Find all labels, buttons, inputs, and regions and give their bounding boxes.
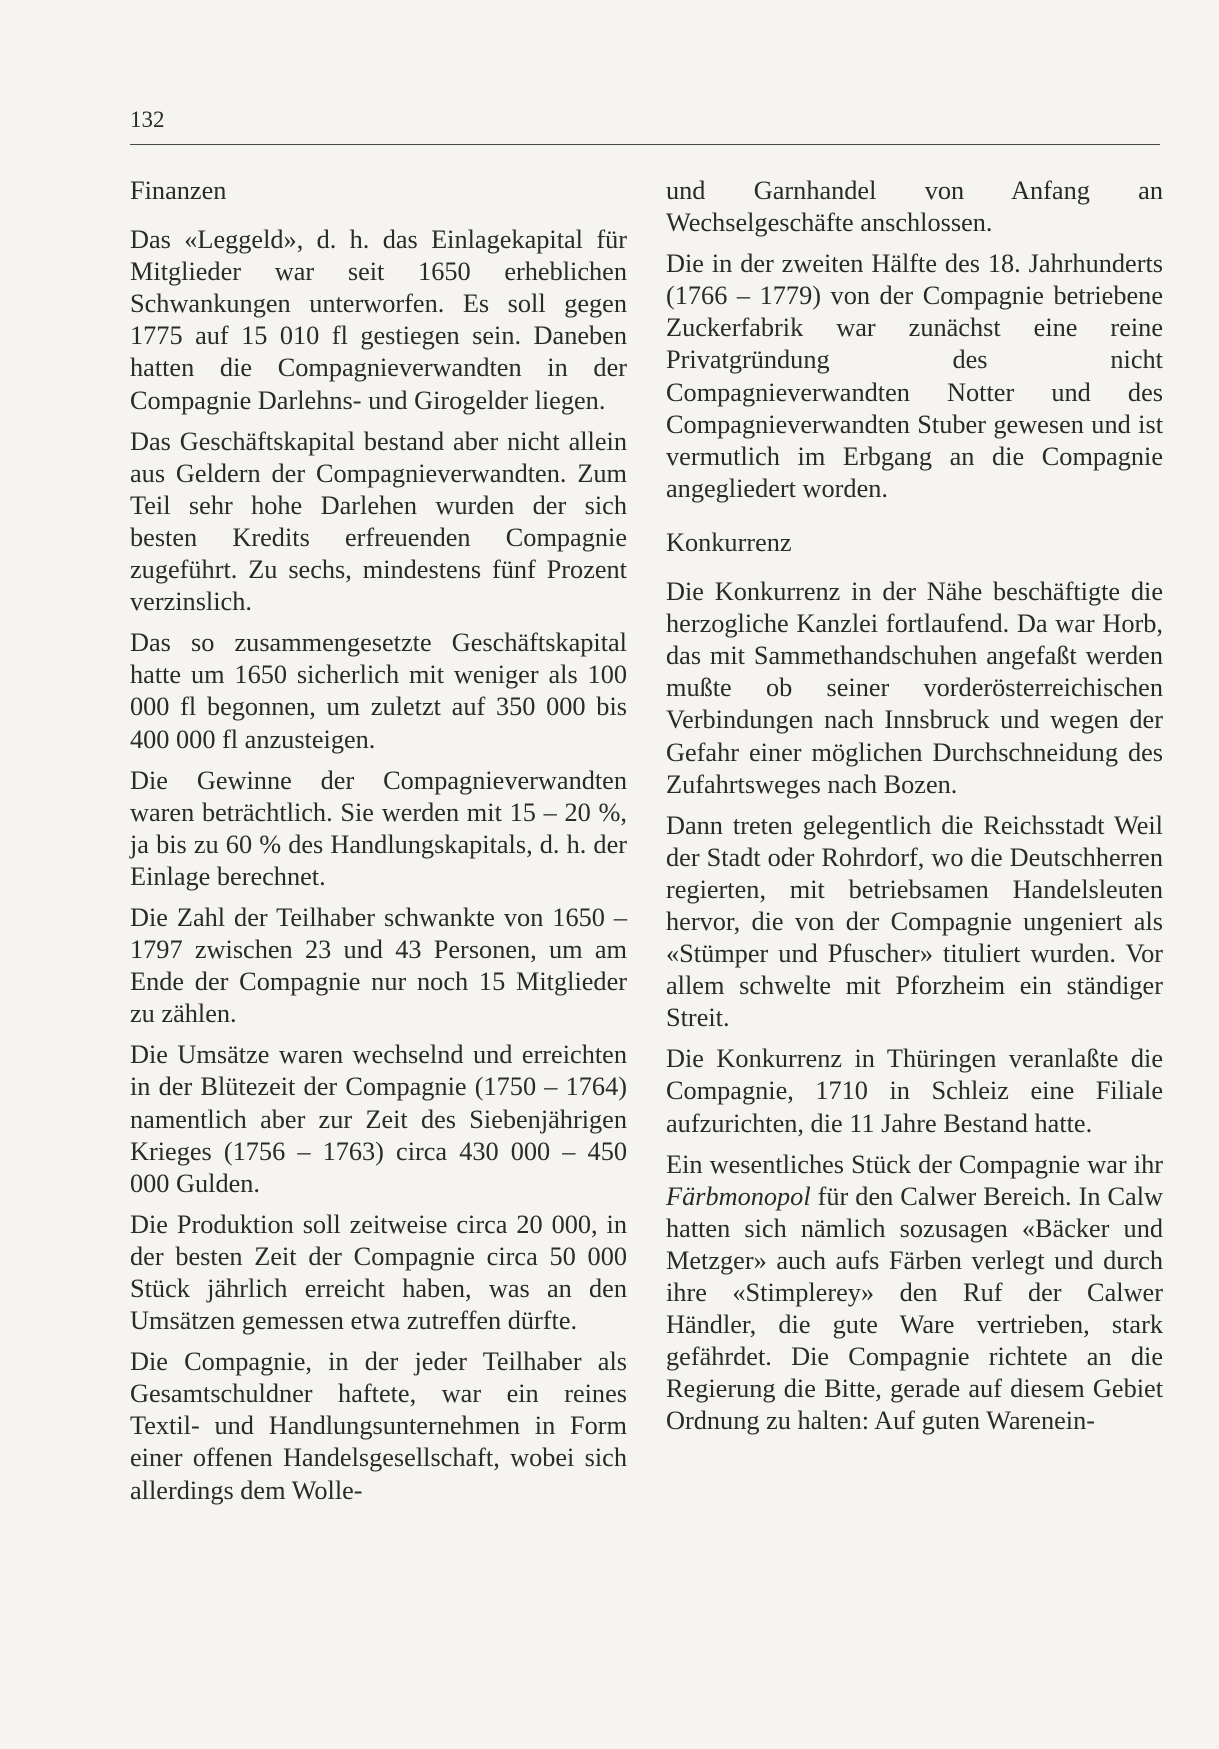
paragraph: Die in der zweiten Hälfte des 18. Jahrhunderts (1766 – 1779) von der Compagnie betriebene Zuckerfabrik war zunächst eine reine Privatgründung des nicht Compagnieverwandten Notter und des Compagnieverwandten Stuber gewesen und ist vermutlich im Erbgang an die Compagnie angegliedert worden. bbox=[666, 249, 1163, 503]
paragraph: Das so zusammengesetzte Geschäftskapital hatte um 1650 sicherlich mit weniger als 100 000 fl begonnen, um zuletzt auf 350 000 bis 400 000 fl anzusteigen. bbox=[130, 628, 627, 754]
paragraph: Dann treten gelegentlich die Reichsstadt Weil der Stadt oder Rohrdorf, wo die Deutschherren regierten, mit betriebsamen Handelsleuten hervor, die von der Compagnie ungeniert als «Stümper und Pfuscher» tituliert wurden. Vor allem schwelte mit Pforzheim ein ständiger Streit. bbox=[666, 810, 1163, 1033]
paragraph: Die Zahl der Teilhaber schwankte von 1650 – 1797 zwischen 23 und 43 Personen, um am Ende der Compagnie nur noch 15 Mitglieder zu zählen. bbox=[130, 902, 627, 1029]
page-number: 132 bbox=[130, 107, 165, 132]
section-heading-konkurrenz: Konkurrenz bbox=[666, 527, 792, 557]
paragraph: Das «Leggeld», d. h. das Einlagekapital für Mitglieder war seit 1650 erheblichen Schwankungen unterworfen. Es soll gegen 1775 auf 15 010 fl gestiegen sein. Daneben hatten die Compagnieverwandten in der Compagnie Darlehns- und Girogelder liegen. bbox=[130, 225, 627, 415]
paragraph: Die Gewinne der Compagnieverwandten waren beträchtlich. Sie werden mit 15 – 20 %, ja bis zu 60 % des Handlungskapitals, d. h. der Einlage berechnet. bbox=[130, 765, 627, 891]
section-heading-finanzen: Finanzen bbox=[130, 176, 227, 205]
paragraph: Die Produktion soll zeitweise circa 20 000, in der besten Zeit der Compagnie circa 50 000 Stück jährlich erreicht haben, was an den Umsätzen gemessen etwa zutreffen dürfte. bbox=[130, 1209, 627, 1336]
header-rule bbox=[130, 144, 1160, 145]
paragraph: und Garnhandel von Anfang an Wechselgeschäfte anschlossen. bbox=[666, 176, 1163, 238]
paragraph: Die Konkurrenz in Thüringen veranlaßte die Compagnie, 1710 in Schleiz eine Filiale aufzurichten, die 11 Jahre Bestand hatte. bbox=[666, 1044, 1163, 1138]
paragraph-faerbmonopol bbox=[666, 1149, 1163, 1438]
text-run: Ein wesentliches Stück der Compagnie war ihr bbox=[666, 1149, 1163, 1179]
left-column bbox=[130, 175, 627, 1516]
paragraph: Die Umsätze waren wechselnd und erreichten in der Blütezeit der Compagnie (1750 – 1764) namentlich aber zur Zeit des Siebenjährigen Krieges (1756 – 1763) circa 430 000 – 450 000 Gulden. bbox=[130, 1040, 627, 1198]
paragraph: Die Konkurrenz in der Nähe beschäftigte die herzogliche Kanzlei fortlaufend. Da war Horb, das mit Sammethandschuhen angefaßt werden mußte ob seiner vorderösterreichischen Verbindungen nach Innsbruck und wegen der Gefahr einer möglichen Durchschneidung des Zufahrtsweges nach Bozen. bbox=[666, 577, 1163, 799]
right-column bbox=[666, 175, 1163, 1446]
paragraph: Die Compagnie, in der jeder Teilhaber als Gesamtschuldner haftete, war ein reines Textil- und Handlungsunternehmen in Form einer offenen Handelsgesellschaft, wobei sich allerdings dem Wolle- bbox=[130, 1347, 627, 1505]
paragraph: Das Geschäftskapital bestand aber nicht allein aus Geldern der Compagnieverwandten. Zum Teil sehr hohe Darlehen wurden der sich besten Kredits erfreuenden Compagnie zugeführt. Zu sechs, mindestens fünf Prozent verzinslich. bbox=[130, 426, 627, 617]
italic-term: Färbmonopol bbox=[666, 1181, 811, 1211]
text-run: für den Calwer Bereich. In Calw hatten sich nämlich sozusagen «Bäcker und Metzger» auch aufs Färben verlegt und durch ihre «Stimplerey» den Ruf der Calwer Händler, die gute Ware vertrieben, stark gefährdet. Die Compagnie richtete an die Regierung die Bitte, gerade auf diesem Gebiet Ordnung zu halten: Auf guten Warenein- bbox=[666, 1181, 1163, 1436]
